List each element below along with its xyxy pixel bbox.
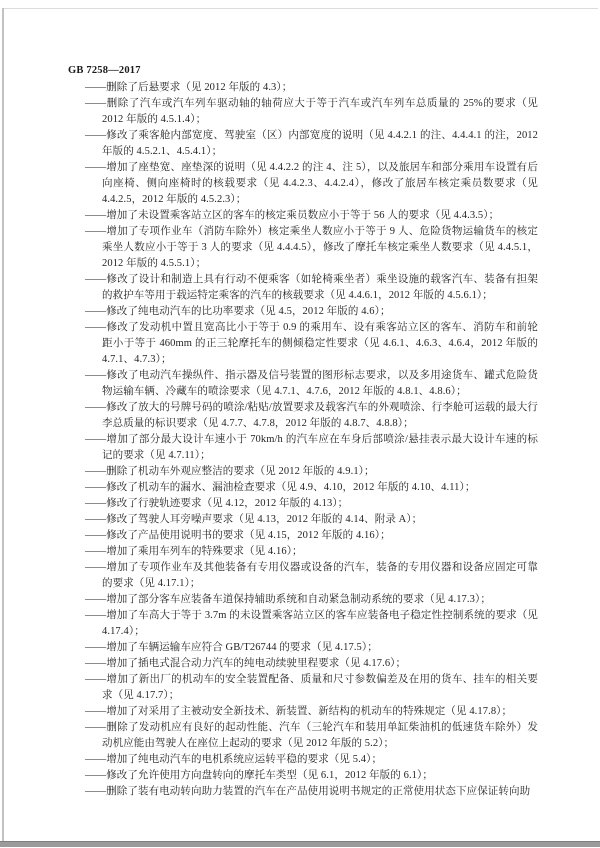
list-item: ——删除了汽车或汽车列车驱动轴的轴荷应大于等于汽车或汽车列车总质量的 25%的要求（见 2012 年版的 4.5.1.4）； <box>85 98 538 125</box>
scan-edge-bottom <box>0 841 600 847</box>
list-item: ——修改了设计和制造上具有行动不便乘客（如轮椅乘坐者）乘坐设施的载客汽车、装备有担架的救护车等用于载运特定乘客的汽车的核载要求（见 4.4.6.1，2012 年版的 4.5.6.1）； <box>85 274 538 301</box>
list-item: ——增加了新出厂的机动车的安全装置配备、质量和尺寸参数偏差及在用的货车、挂车的相关要求（见 4.17.7）； <box>85 674 538 701</box>
list-item: ——修改了发动机中置且宽高比小于等于 0.9 的乘用车、设有乘客站立区的客车、消防车和前轮距小于等于 460mm 的正三轮摩托车的侧倾稳定性要求（见 4.6.1、4.6.3、4.6.4，2012 年版的 4.7.1、4.7.3）； <box>85 322 538 365</box>
list-item: ——修改了驾驶人耳旁噪声要求（见 4.13，2012 年版的 4.14、附录 A）； <box>85 514 423 525</box>
page-content <box>68 63 538 800</box>
list-item: ——增加了车辆运输车应符合 GB/T26744 的要求（见 4.17.5）； <box>85 642 378 653</box>
list-item: ——修改了放大的号牌号码的喷涂/粘贴/放置要求及载客汽车的外观喷涂、行李舱可运载的最大行李总质量的标识要求（见 4.7.7、4.7.8，2012 年版的 4.8.7、4.8.8）； <box>85 402 538 429</box>
list-item: ——删除了发动机应有良好的起动性能、汽车（三轮汽车和装用单缸柴油机的低速货车除外）发动机应能由驾驶人在座位上起动的要求（见 2012 年版的 5.2）； <box>85 722 538 749</box>
list-item: ——修改了纯电动汽车的比功率要求（见 4.5，2012 年版的 4.6）； <box>85 306 391 317</box>
list-item: ——增加了部分客车应装备车道保持辅助系统和自动紧急制动系统的要求（见 4.17.3）； <box>85 594 491 605</box>
scan-edge-top <box>2 8 598 9</box>
list-item: ——增加了座垫宽、座垫深的说明（见 4.4.2.2 的注 4、注 5），以及旅居车和部分乘用车设置有后向座椅、侧向座椅时的核载要求（见 4.4.2.3、4.4.2.4），修改了旅居车核定乘员数要求（见 4.4.2.5，2012 年版的 4.5.2.3）； <box>85 162 538 205</box>
list-item: ——增加了插电式混合动力汽车的纯电动续驶里程要求（见 4.17.6）； <box>85 658 407 669</box>
list-item: ——删除了后悬要求（见 2012 年版的 4.3）； <box>85 82 293 93</box>
list-item: ——增加了对采用了主被动安全新技术、新装置、新结构的机动车的特殊规定（见 4.17.8）； <box>85 706 513 717</box>
change-list <box>68 80 538 800</box>
list-item: ——修改了乘客舱内部宽度、驾驶室（区）内部宽度的说明（见 4.4.2.1 的注、4.4.4.1 的注，2012 年版的 4.5.2.1、4.5.4.1）； <box>85 130 538 157</box>
list-item: ——修改了机动车的漏水、漏油检查要求（见 4.9、4.10，2012 年版的 4.10、4.11）； <box>85 482 476 493</box>
list-item: ——增加了未设置乘客站立区的客车的核定乘员数应小于等于 56 人的要求（见 4.4.3.5）； <box>85 210 500 221</box>
list-item: ——增加了车高大于等于 3.7m 的未设置乘客站立区的客车应装备电子稳定性控制系统的要求（见 4.17.4）； <box>85 610 538 637</box>
scan-edge-left <box>2 8 4 844</box>
list-item: ——增加了乘用车列车的特殊要求（见 4.16）； <box>85 546 303 557</box>
list-item: ——增加了专项作业车及其他装备有专用仪器或设备的汽车，装备的专用仪器和设备应固定可靠的要求（见 4.17.1）； <box>85 562 538 589</box>
list-item: ——删除了机动车外观应整洁的要求（见 2012 年版的 4.9.1）； <box>85 466 375 477</box>
list-item: ——修改了允许使用方向盘转向的摩托车类型（见 6.1，2012 年版的 6.1）； <box>85 770 433 781</box>
list-item: ——修改了产品使用说明书的要求（见 4.15，2012 年版的 4.16）； <box>85 530 391 541</box>
list-item: ——增加了专项作业车（消防车除外）核定乘坐人数应小于等于 9 人、危险货物运输货车的核定乘坐人数应小于等于 3 人的要求（见 4.4.4.5），修改了摩托车核定乘坐人数要求（见 4.4.5.1，2012 年版的 4.5.5.1）； <box>85 226 538 269</box>
list-item: ——增加了纯电动汽车的电机系统应运转平稳的要求（见 5.4）； <box>85 754 383 765</box>
list-item: ——修改了行驶轨迹要求（见 4.12，2012 年版的 4.13）； <box>85 498 349 509</box>
list-item: ——修改了电动汽车操纵件、指示器及信号装置的图形标志要求，以及多用途货车、罐式危险货物运输车辆、冷藏车的喷涂要求（见 4.7.1、4.7.6，2012 年版的 4.8.1、4.8.6）； <box>85 370 538 397</box>
list-item: ——增加了部分最大设计车速小于 70km/h 的汽车应在车身后部喷涂/悬挂表示最大设计车速的标记的要求（见 4.7.11）； <box>85 434 538 461</box>
list-item: ——删除了装有电动转向助力装置的汽车在产品使用说明书规定的正常使用状态下应保证转向助 <box>85 786 531 797</box>
standard-number-header: GB 7258—2017 <box>68 65 141 76</box>
